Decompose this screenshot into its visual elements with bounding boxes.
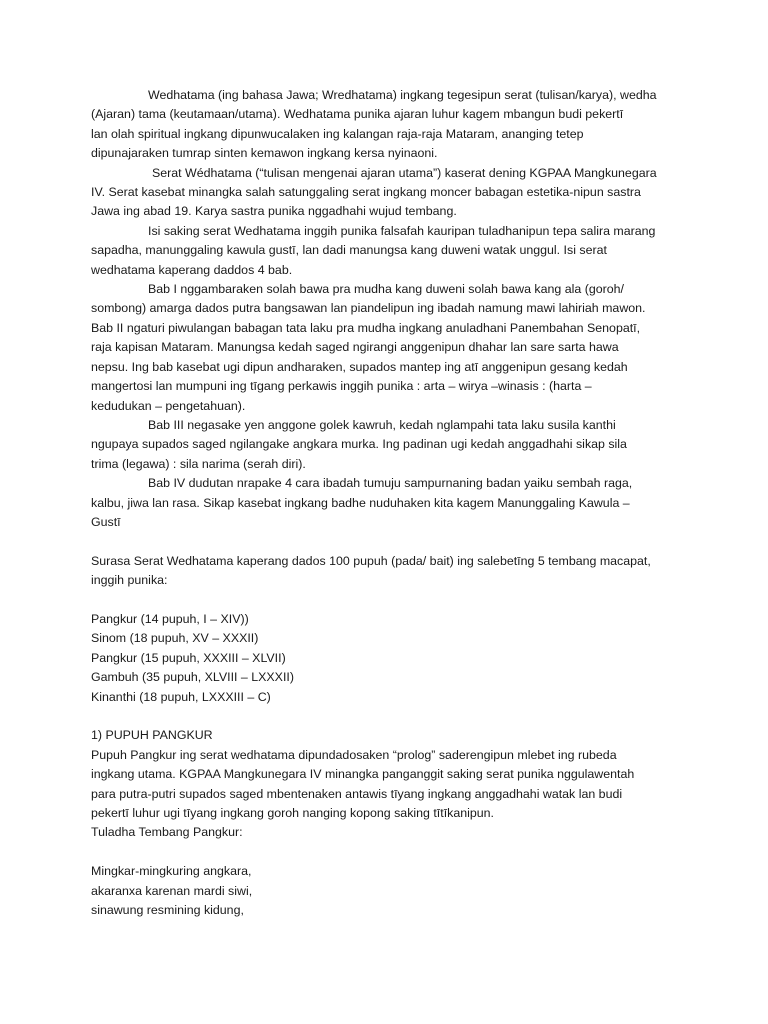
text-line: akaranxa karenan mardi siwi,	[91, 883, 253, 898]
text-line: 1) PUPUH PANGKUR	[91, 728, 213, 743]
text-line: lan olah spiritual ingkang dipunwucalaken ing kalangan raja-raja Mataram, ananging tetep	[91, 126, 584, 141]
text-line: Bab II ngaturi piwulangan babagan tata laku pra mudha ingkang anuladhani Panembahan Senopatī,	[91, 320, 641, 335]
text-line: ngupaya supados saged ngilangake angkara murka. Ing padinan ugi kedah anggadhahi sikap sila	[91, 437, 627, 452]
blank-line	[91, 707, 683, 726]
text-line: trima (legawa) : sila narima (serah diri).	[91, 456, 306, 471]
text-line: Surasa Serat Wedhatama kaperang dados 100 pupuh (pada/ bait) ing salebetīng 5 tembang macapat,	[91, 553, 651, 568]
text-line: Isi saking serat Wedhatama inggih punika falsafah kauripan tuladhanipun tepa salira marang	[148, 223, 656, 238]
text-line: kedudukan – pengetahuan).	[91, 398, 246, 413]
text-line: ingkang utama. KGPAA Mangkunegara IV minangka panganggit saking serat punika nggulawentah	[91, 767, 635, 782]
text-line: Pupuh Pangkur ing serat wedhatama dipundadosaken “prolog” saderengipun mlebet ing rubeda	[91, 747, 617, 762]
blank-line	[91, 532, 683, 551]
text-line: Serat Wédhatama (“tulisan mengenai ajaran utama”) kaserat dening KGPAA Mangkunegara	[152, 165, 657, 180]
text-line: dipunajaraken tumrap sinten kemawon ingkang kersa nyinaoni.	[91, 146, 438, 161]
text-line: sinawung resmining kidung,	[91, 903, 244, 917]
blank-line	[91, 843, 683, 862]
text-line: wedhatama kaperang daddos 4 bab.	[91, 262, 293, 277]
text-line: Mingkar-mingkuring angkara,	[91, 864, 252, 879]
text-line: Gambuh (35 pupuh, XLVIII – LXXXII)	[91, 670, 294, 685]
text-line: IV. Serat kasebat minangka salah satunggaling serat ingkang moncer babagan estetika-nipun sastra	[91, 185, 641, 200]
text-line: Bab IV dudutan nrapake 4 cara ibadah tumuju sampurnaning badan yaiku sembah raga,	[148, 476, 633, 491]
text-line: nepsu. Ing bab kasebat ugi dipun andharaken, supados mantep ing atī anggenipun gesang kedah	[91, 359, 628, 374]
document-page	[91, 86, 683, 920]
text-line: Wedhatama (ing bahasa Jawa; Wredhatama) ingkang tegesipun serat (tulisan/karya), wedha	[148, 88, 657, 102]
text-line: kalbu, jiwa lan rasa. Sikap kasebat ingkang badhe nuduhaken kita kagem Manunggaling Kawula –	[91, 495, 630, 510]
text-line: Sinom (18 pupuh, XV – XXXII)	[91, 631, 259, 646]
blank-line	[91, 591, 683, 610]
text-line: mangertosi lan mumpuni ing tīgang perkawis inggih punika : arta – wirya –winasis : (harta –	[91, 379, 592, 394]
text-line: Kinanthi (18 pupuh, LXXXIII – C)	[91, 689, 271, 704]
text-line: (Ajaran) tama (keutamaan/utama). Wedhatama punika ajaran luhur kagem mbangun budi pekertī	[91, 107, 624, 122]
text-line: Bab I nggambaraken solah bawa pra mudha kang duweni solah bawa kang ala (goroh/	[148, 282, 624, 297]
text-line: raja kapisan Mataram. Manungsa kedah saged ngirangi anggenipun dhahar lan sare sarta hawa	[91, 340, 619, 355]
text-line: Gustī	[91, 514, 121, 529]
text-line: inggih punika:	[91, 573, 168, 588]
text-line: Pangkur (14 pupuh, I – XIV))	[91, 611, 249, 626]
text-line: Jawa ing abad 19. Karya sastra punika nggadhahi wujud tembang.	[91, 204, 457, 219]
text-line: sombong) amarga dados putra bangsawan lan piandelipun ing ibadah namung mawi lahiriah mawon.	[91, 301, 646, 316]
text-line: Pangkur (15 pupuh, XXXIII – XLVII)	[91, 650, 286, 665]
text-line: pekertī luhur ugi tīyang ingkang goroh nanging kopong saking tītīkanipun.	[91, 805, 494, 820]
text-line: sapadha, manunggaling kawula gustī, lan dadi manungsa kang duweni watak unggul. Isi serat	[91, 243, 607, 258]
text-line: Bab III negasake yen anggone golek kawruh, kedah nglampahi tata laku susila kanthi	[148, 417, 616, 432]
text-line: para putra-putri supados saged mbentenaken antawis tīyang ingkang anggadhahi watak lan budi	[91, 786, 623, 801]
text-line: Tuladha Tembang Pangkur:	[91, 825, 243, 840]
